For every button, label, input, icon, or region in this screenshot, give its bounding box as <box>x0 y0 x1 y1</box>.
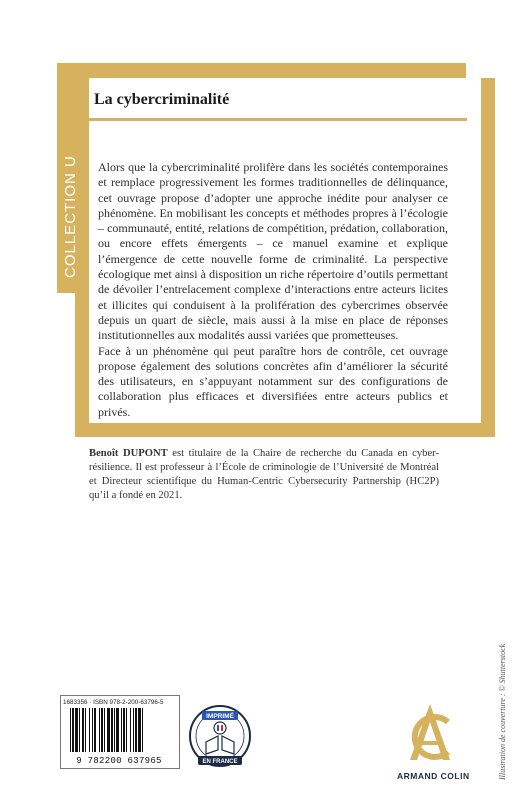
author-name: Benoît DUPONT <box>89 448 168 459</box>
barcode-icon <box>68 708 172 754</box>
badge-bottom-text: EN FRANCE <box>202 759 238 765</box>
collection-label: COLLECTION U <box>62 155 79 278</box>
cover-credit: Illustration de couverture : © Shutterstock <box>498 643 507 780</box>
badge-top-text: IMPRIMÉ <box>206 713 234 720</box>
title-rule <box>89 118 467 121</box>
cover-top-band <box>57 63 466 78</box>
isbn-text: 1683356 · ISBN 978-2-200-63796-5 <box>63 699 164 706</box>
summary-paragraph: Alors que la cybercriminalité prolifère dans les sociétés contemporaines et remplace progressivement les formes traditionnelles de délinquance, cet ouvrage propose d’adopter une approche inédite pour analyser ce phénomène. En mobilisant les concepts et méthodes propres à l’écologie – communauté, entité, relations de compétition, prédation, collaboration, ou encore effets émergents – ce manuel examine et explique l’émergence de cette nouvelle forme de criminalité. La perspective écologique met ainsi à disposition un riche répertoire d’outils permettant de dévoiler l’entrelacement complexe d’interactions entre acteurs licites et illicites qui conduisent à la prolifération des cybercrimes observée depuis un quart de siècle, mais aussi à la mise en place de réponses institutionnelles aux modalités aussi variées que prometteuses. <box>98 160 448 343</box>
summary-paragraph: Face à un phénomène qui peut paraître hors de contrôle, cet ouvrage propose également des solutions concrètes afin d’améliorer la sécurité des utilisateurs, en s’appuyant notamment sur des configurations de collaboration plus efficaces et diversifiées entre acteurs publics et privés. <box>98 343 448 419</box>
book-title: La cybercriminalité <box>94 91 230 108</box>
author-bio-text: est titulaire de la Chaire de recherche du Canada en cyber-résilience. Il est professeur à l’École de criminologie de l’Université de Montréal et Directeur scientifique du Human-Centric Cybersecurity Partnership (HC2P) qu’il a fondé en 2021. <box>89 448 439 501</box>
publisher-name: ARMAND COLIN <box>397 771 470 781</box>
barcode-digits: 9 782200 637965 <box>76 756 162 766</box>
back-cover-summary <box>98 160 448 420</box>
printed-in-france-badge-icon <box>188 700 252 772</box>
armand-colin-logo-icon <box>402 700 458 768</box>
author-bio <box>89 447 439 503</box>
